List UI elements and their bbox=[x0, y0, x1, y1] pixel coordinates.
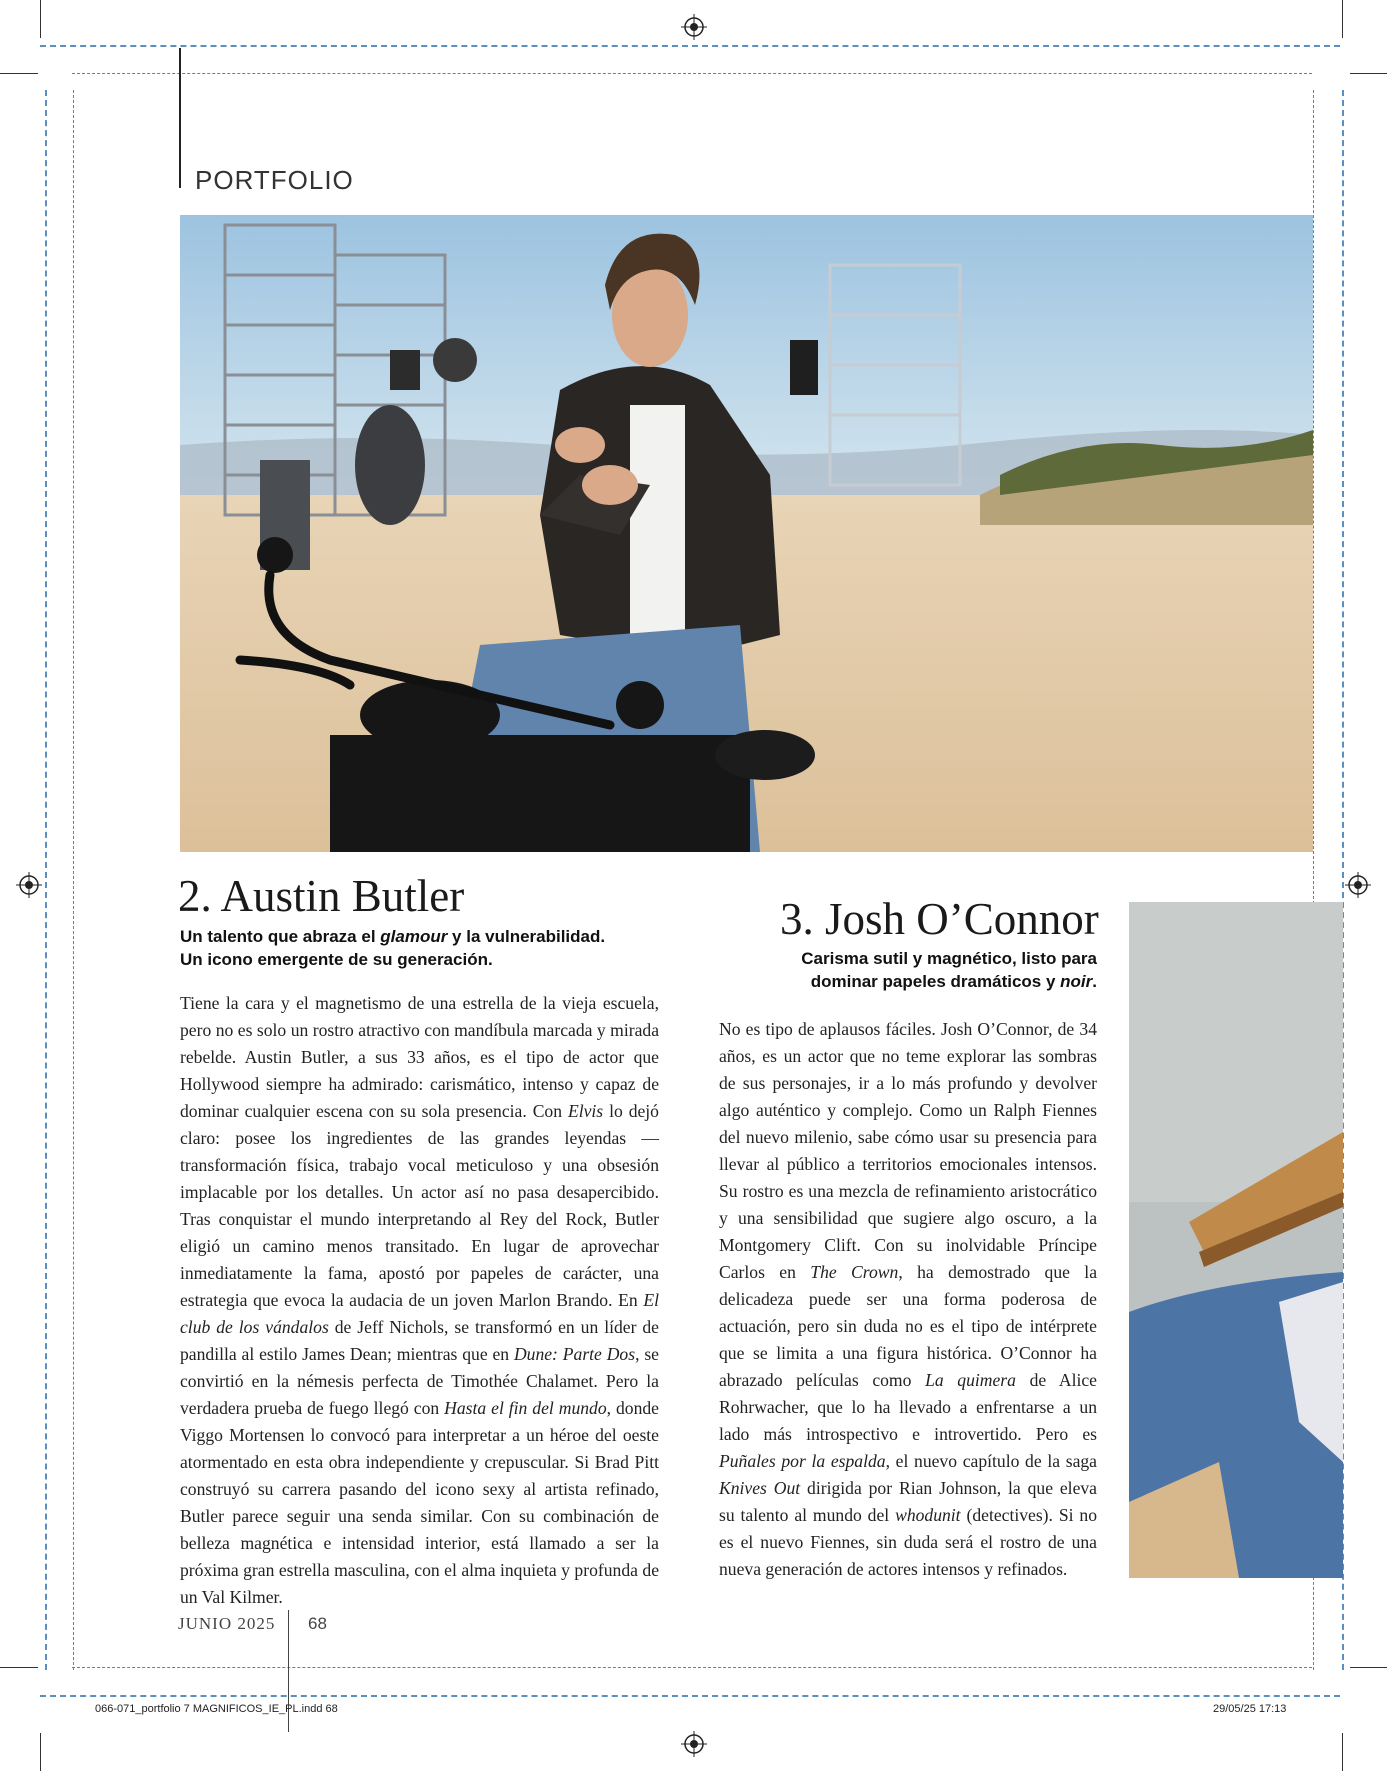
hero-photo bbox=[180, 215, 1313, 852]
issue-date: JUNIO 2025 bbox=[178, 1614, 276, 1633]
article-dek-josh-oconnor bbox=[720, 947, 1097, 993]
crop-mark bbox=[40, 0, 41, 38]
body-text-run: No es tipo de aplausos fáciles. Josh O’Connor, de 34 años, es un actor que no teme explorar las sombras de sus personajes, ir a lo más profundo y devolver algo auténtico y complejo. Como un Ralph Fiennes del nuevo milenio, sabe cómo usar su presencia para llevar al público a territorios emocionales intensos. Su rostro es una mezcla de refinamiento aristocrático y una sensibilidad que sugiere algo oscuro, a la Montgomery Clift. Con su inolvidable Príncipe Carlos en bbox=[719, 1019, 1097, 1282]
registration-mark-icon bbox=[1345, 872, 1371, 898]
body-title-italic: Dune: Parte Dos bbox=[513, 1344, 636, 1364]
body-text-run: de Alice Rohrwacher, que lo ha llevado a enfrentarse a un lado más introspectivo e introvertido. Pero es bbox=[719, 1370, 1097, 1444]
trim-guide-bottom bbox=[72, 1667, 1312, 1668]
body-text-run: dirigida por Rian Johnson, la que eleva su talento al mundo del bbox=[719, 1478, 1097, 1525]
crop-mark bbox=[0, 73, 38, 74]
dek-text: . bbox=[1092, 972, 1097, 991]
section-rule bbox=[179, 48, 181, 188]
registration-mark-icon bbox=[16, 872, 42, 898]
body-text-run: lo dejó claro: posee los ingredientes de las grandes leyendas —transformación física, trabajo vocal meticuloso y una obsesión implacable por los detalles. Un actor así no pasa desapercibido. Tras conquistar el mundo interpretando al Rey del Rock, Butler eligió un camino menos transitado. En lugar de aprovechar inmediatamente la fama, apostó por papeles de carácter, una estrategia que evoca la audacia de un joven Marlon Brando. En bbox=[180, 1101, 659, 1310]
body-title-italic: whodunit bbox=[895, 1505, 961, 1525]
slug-file-name: 066-071_portfolio 7 MAGNIFICOS_IE_PL.indd 68 bbox=[95, 1703, 338, 1715]
crop-mark bbox=[1342, 1733, 1343, 1771]
body-text-run: (detectives). Si no es el nuevo Fiennes, sin duda será el rostro de una nueva generación de actores intensos y refinados. bbox=[719, 1505, 1097, 1579]
bleed-guide-left bbox=[45, 90, 47, 1670]
body-title-italic: La quimera bbox=[925, 1370, 1016, 1390]
slug-date: 29/05/25 17:13 bbox=[1213, 1703, 1287, 1715]
body-text-run: , ha demostrado que la delicadeza puede ser una forma poderosa de actuación, pero sin duda no es el tipo de intérprete que se limita a una figura histórica. O’Connor ha abrazado películas como bbox=[719, 1262, 1098, 1390]
crop-mark bbox=[0, 1667, 38, 1668]
crop-mark bbox=[1350, 1667, 1387, 1668]
body-title-italic: The Crown bbox=[810, 1262, 899, 1282]
dek-text: Un icono emergente de su generación. bbox=[180, 950, 493, 969]
crop-mark bbox=[40, 1733, 41, 1771]
body-text-run: , el nuevo capítulo de la saga bbox=[885, 1451, 1097, 1471]
side-photo bbox=[1129, 902, 1343, 1578]
trim-guide-top bbox=[72, 73, 1312, 74]
page-number: 68 bbox=[308, 1614, 327, 1633]
body-title-italic: Knives Out bbox=[719, 1478, 801, 1498]
dek-text: Carisma sutil y magnético, listo para bbox=[801, 949, 1097, 968]
article-body-austin-butler bbox=[180, 990, 659, 1611]
article-heading-josh-oconnor: 3. Josh O’Connor bbox=[780, 894, 1099, 944]
article-heading-austin-butler: 2. Austin Butler bbox=[178, 871, 465, 921]
bleed-guide-bottom bbox=[40, 1695, 1340, 1697]
bleed-guide-top bbox=[40, 45, 1340, 47]
registration-mark-icon bbox=[681, 1731, 707, 1757]
crop-mark bbox=[1342, 0, 1343, 38]
article-dek-austin-butler bbox=[180, 925, 650, 971]
body-text-run: de Jeff Nichols, se transformó en un líder de pandilla al estilo James Dean; mientras que en bbox=[180, 1317, 659, 1364]
body-text-run: , donde Viggo Mortensen lo convocó para interpretar a un héroe del oeste atormentado en esta obra independiente y crepuscular. Si Brad Pitt construyó su carrera pasando del icono sexy al artista refinado, Butler parece seguir una senda similar. Con su combinación de belleza magnética e intensidad interior, está llamado a ser la próxima gran estrella masculina, con el alma inquieta y profunda de un Val Kilmer. bbox=[180, 1398, 659, 1607]
crop-mark bbox=[1350, 73, 1387, 74]
body-title-italic: Elvis bbox=[567, 1101, 604, 1121]
dek-text: dominar papeles dramáticos y bbox=[810, 972, 1061, 991]
dek-text: Un talento que abraza el bbox=[180, 927, 381, 946]
dek-emphasis: noir bbox=[1060, 972, 1093, 991]
body-title-italic: Puñales por la espalda bbox=[719, 1451, 886, 1471]
body-title-italic: Hasta el fin del mundo bbox=[444, 1398, 607, 1418]
article-body-josh-oconnor bbox=[719, 1016, 1097, 1583]
body-text-run: Tiene la cara y el magnetismo de una estrella de la vieja escuela, pero no es solo un rostro atractivo con mandíbula marcada y mirada rebelde. Austin Butler, a sus 33 años, es el tipo de actor que Hollywood siempre ha admirado: carismático, intenso y capaz de dominar cualquier escena con su sola presencia. Con bbox=[180, 993, 659, 1121]
body-title-italic: El club de los vándalos bbox=[180, 1290, 659, 1337]
dek-text: y la vulnerabilidad. bbox=[447, 927, 606, 946]
section-label: PORTFOLIO bbox=[195, 165, 354, 195]
registration-mark-icon bbox=[681, 14, 707, 40]
body-text-run: , se convirtió en la némesis perfecta de Timothée Chalamet. Pero la verdadera prueba de fuego llegó con bbox=[180, 1344, 659, 1418]
dek-emphasis: glamour bbox=[380, 927, 448, 946]
trim-guide-left bbox=[73, 90, 74, 1670]
